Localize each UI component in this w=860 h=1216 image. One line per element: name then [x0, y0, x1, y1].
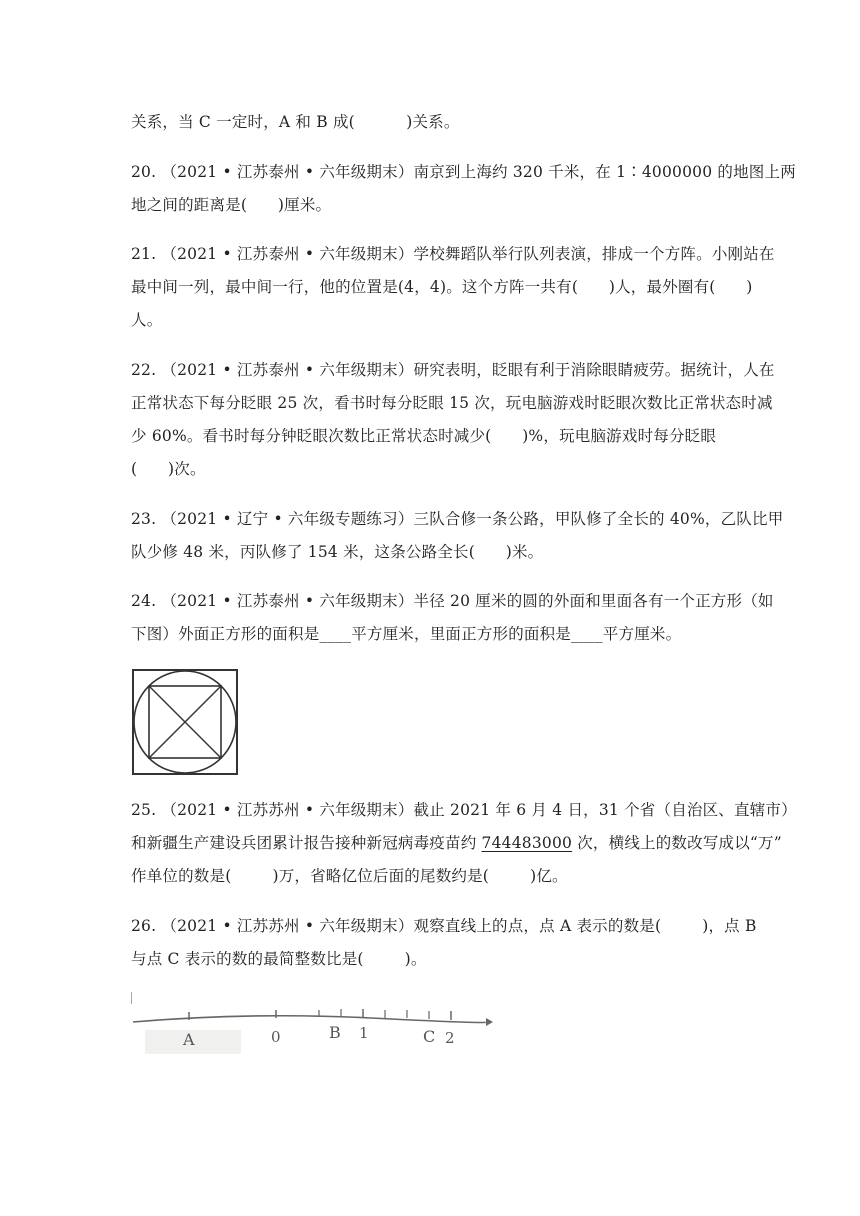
q26-line-2: 与点 C 表示的数的最简整数比是( )。	[131, 950, 427, 968]
label-one: 1	[359, 1024, 369, 1042]
circle-square-figure	[131, 668, 239, 776]
label-c: C	[423, 1027, 436, 1046]
q19-continuation: 关系，当 C 一定时，A 和 B 成( )关系。	[131, 113, 460, 131]
q25-line-3: 作单位的数是( )万，省略亿位后面的尾数约是( )亿。	[131, 867, 568, 885]
q25-text-a: 和新疆生产建设兵团累计报告接种新冠病毒疫苗约	[131, 834, 482, 852]
q25-text-c: 次，横线上的数改写成以“万”	[572, 834, 782, 852]
q26-line-1: 26. （2021 • 江苏苏州 • 六年级期末）观察直线上的点，点 A 表示的数是( )，点 B	[131, 917, 757, 935]
label-two: 2	[445, 1029, 455, 1047]
q22-line-2: 正常状态下每分眨眼 25 次，看书时每分眨眼 15 次，玩电脑游戏时眨眼次数比正常状态时减	[131, 394, 773, 412]
q20-line-1: 20. （2021 • 江苏泰州 • 六年级期末）南京到上海约 320 千米，在 1∶4000000 的地图上两	[131, 163, 796, 181]
arrow-head	[486, 1018, 493, 1026]
q22-line-3: 少 60%。看书时每分钟眨眼次数比正常状态时减少( )%，玩电脑游戏时每分眨眼	[131, 427, 717, 445]
label-zero: 0	[271, 1028, 281, 1046]
number-line-axis	[133, 1016, 486, 1023]
number-line-figure	[131, 990, 496, 1056]
q23-line-2: 队少修 48 米，丙队修了 154 米，这条公路全长( )米。	[131, 543, 544, 561]
q25-line-1: 25. （2021 • 江苏苏州 • 六年级期末）截止 2021 年 6 月 4 日，31 个省（自治区、直辖市）	[131, 801, 797, 819]
q25-line-2	[131, 833, 782, 853]
q24-line-1: 24. （2021 • 江苏泰州 • 六年级期末）半径 20 厘米的圆的外面和里面各有一个正方形（如	[131, 592, 774, 610]
q20-line-2: 地之间的距离是( )厘米。	[131, 196, 332, 214]
q22-line-1: 22. （2021 • 江苏泰州 • 六年级期末）研究表明，眨眼有利于消除眼睛疲劳。据统计，人在	[131, 361, 775, 379]
q21-line-3: 人。	[131, 311, 163, 329]
q21-line-2: 最中间一列，最中间一行，他的位置是(4，4)。这个方阵一共有( )人，最外圈有( )	[131, 278, 753, 296]
label-a: A	[183, 1030, 195, 1049]
q22-line-4: ( )次。	[131, 460, 206, 478]
label-b: B	[329, 1023, 341, 1042]
q24-line-2: 下图）外面正方形的面积是____平方厘米，里面正方形的面积是____平方厘米。	[131, 625, 682, 643]
q23-line-1: 23. （2021 • 辽宁 • 六年级专题练习）三队合修一条公路，甲队修了全长的 40%，乙队比甲	[131, 510, 784, 528]
q25-underlined-number: 744483000	[481, 834, 573, 852]
q21-line-1: 21. （2021 • 江苏泰州 • 六年级期末）学校舞蹈队举行队列表演，排成一个方阵。小刚站在	[131, 245, 775, 263]
